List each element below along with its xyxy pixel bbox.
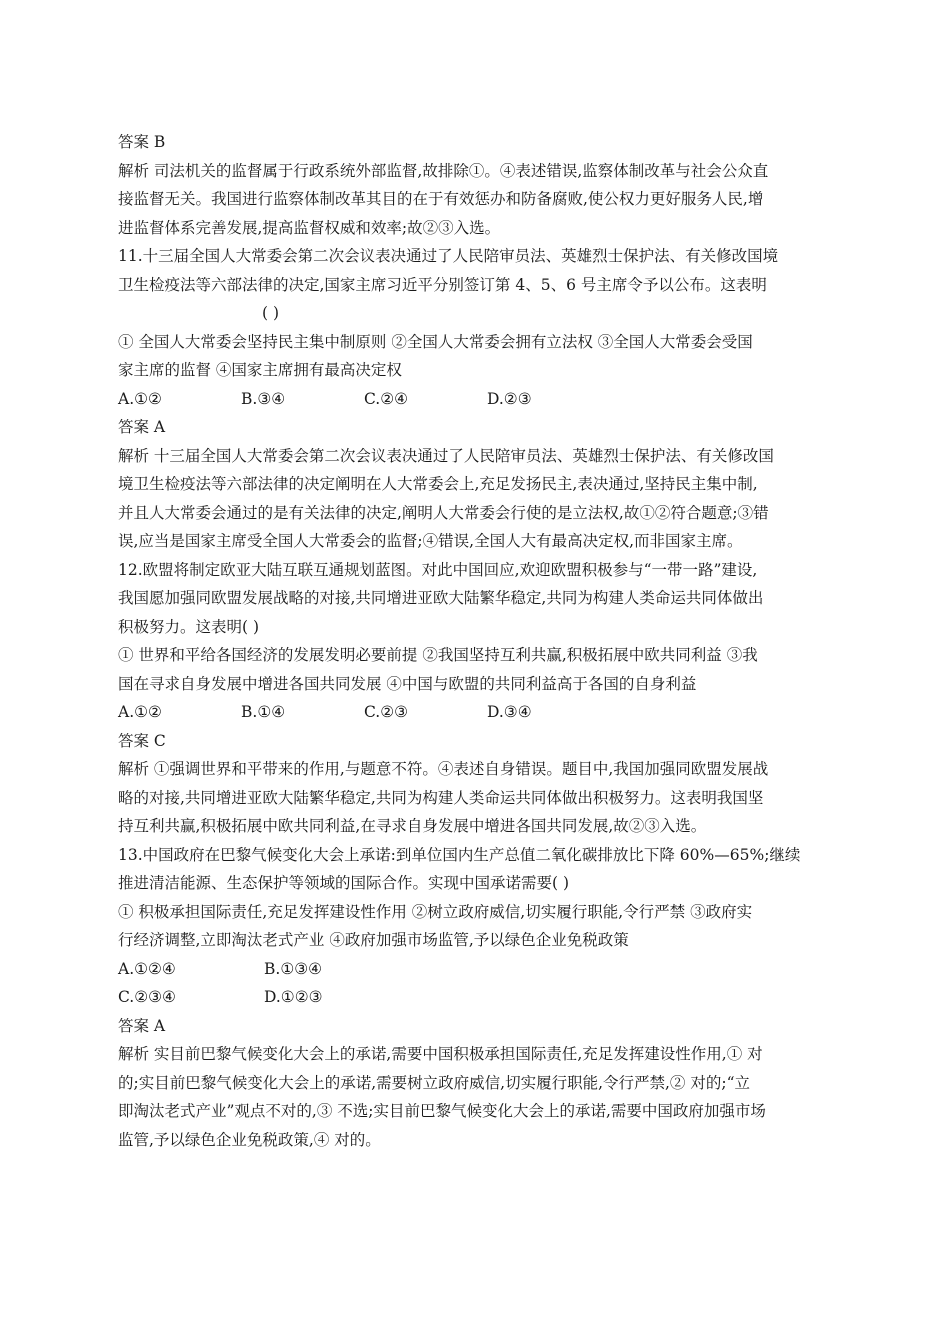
analysis-line: 境卫生检疫法等六部法律的决定阐明在人大常委会上,充足发扬民主,表决通过,坚持民主集中制, bbox=[118, 475, 758, 493]
analysis-line: 监管,予以绿色企业免税政策,④ 对的。 bbox=[118, 1130, 381, 1149]
analysis-line: 持互利共赢,积极拓展中欧共同利益,在寻求自身发展中增进各国共同发展,故②③入选。 bbox=[118, 817, 707, 835]
analysis-line: 接监督无关。我国进行监察体制改革其目的在于有效惩办和防备腐败,使公权力更好服务人民,增 bbox=[118, 190, 764, 208]
options-row bbox=[118, 955, 832, 984]
answer-parenthesis: ( ) bbox=[262, 304, 280, 322]
option-b: B.③④ bbox=[241, 389, 286, 408]
question-stem-line: 积极努力。这表明( ) bbox=[118, 617, 260, 636]
answer-line: 答案 A bbox=[118, 1016, 166, 1035]
choice-line: 国在寻求自身发展中增进各国共同发展 ④中国与欧盟的共同利益高于各国的自身利益 bbox=[118, 674, 697, 693]
choice-line: ① 世界和平给各国经济的发展发明必要前提 ②我国坚持互利共赢,积极拓展中欧共同利益 ③我 bbox=[118, 646, 758, 664]
question-stem-line: 12.欧盟将制定欧亚大陆互联互通规划蓝图。对此中国回应,欢迎欧盟积极参与“一带一路”建设, bbox=[118, 560, 758, 579]
option-d: D.③④ bbox=[487, 703, 532, 721]
answer-line: 答案 C bbox=[118, 731, 166, 750]
option-c: C.②③④ bbox=[118, 988, 176, 1006]
choice-line: ① 全国人大常委会坚持民主集中制原则 ②全国人大常委会拥有立法权 ③全国人大常委会受国 bbox=[118, 332, 753, 351]
analysis-line: 即淘汰老式产业”观点不对的,③ 不选;实目前巴黎气候变化大会上的承诺,需要中国政府加强市场 bbox=[118, 1102, 766, 1120]
document-page bbox=[118, 128, 832, 1154]
question-stem-line: 11.十三届全国人大常委会第二次会议表决通过了人民陪审员法、英雄烈士保护法、有关修改国境 bbox=[118, 247, 779, 265]
answer-line: 答案 A bbox=[118, 418, 166, 436]
analysis-line: 解析 实目前巴黎气候变化大会上的承诺,需要中国积极承担国际责任,充足发挥建设性作用,① 对 bbox=[118, 1045, 763, 1063]
analysis-line: 解析 司法机关的监督属于行政系统外部监督,故排除①。④表述错误,监察体制改革与社会公众直 bbox=[118, 161, 769, 180]
analysis-line: 解析 ①强调世界和平带来的作用,与题意不符。④表述自身错误。题目中,我国加强同欧盟发展战 bbox=[118, 760, 769, 778]
analysis-line: 并且人大常委会通过的是有关法律的决定,阐明人大常委会行使的是立法权,故①②符合题意;③错 bbox=[118, 503, 769, 522]
options-row bbox=[118, 385, 832, 414]
option-c: C.②④ bbox=[364, 389, 409, 408]
option-a: A.①② bbox=[118, 389, 162, 408]
option-b: B.①③④ bbox=[264, 959, 323, 978]
option-c: C.②③ bbox=[364, 703, 409, 721]
question-stem-line: 推进清洁能源、生态保护等领域的国际合作。实现中国承诺需要( ) bbox=[118, 874, 570, 892]
analysis-line: 的;实目前巴黎气候变化大会上的承诺,需要树立政府威信,切实履行职能,令行严禁,② 对的;“立 bbox=[118, 1073, 751, 1092]
question-stem-line: 13.中国政府在巴黎气候变化大会上承诺:到单位国内生产总值二氧化碳排放比下降 60%—65%;继续 bbox=[118, 845, 801, 864]
option-a: A.①②④ bbox=[118, 959, 176, 978]
analysis-line: 略的对接,共同增进亚欧大陆繁华稳定,共同为构建人类命运共同体做出积极努力。这表明我国坚 bbox=[118, 788, 764, 807]
option-d: D.①②③ bbox=[264, 988, 323, 1006]
choice-line: 家主席的监督 ④国家主席拥有最高决定权 bbox=[118, 361, 402, 379]
question-stem-line: 卫生检疫法等六部法律的决定,国家主席习近平分别签订第 4、5、6 号主席令予以公布。这表明 bbox=[118, 275, 767, 294]
choice-line: 行经济调整,立即淘汰老式产业 ④政府加强市场监管,予以绿色企业免税政策 bbox=[118, 931, 629, 949]
choice-line: ① 积极承担国际责任,充足发挥建设性作用 ②树立政府威信,切实履行职能,令行严禁 ③政府实 bbox=[118, 902, 753, 921]
options-row bbox=[118, 983, 832, 1012]
analysis-line: 误,应当是国家主席受全国人大常委会的监督;④错误,全国人大有最高决定权,而非国家主席。 bbox=[118, 532, 743, 550]
option-a: A.①② bbox=[118, 703, 162, 721]
options-row bbox=[118, 698, 832, 727]
analysis-line: 进监督体系完善发展,提高监督权威和效率;故②③入选。 bbox=[118, 218, 501, 237]
option-d: D.②③ bbox=[487, 389, 532, 408]
question-stem-line: 我国愿加强同欧盟发展战略的对接,共同增进亚欧大陆繁华稳定,共同为构建人类命运共同体做出 bbox=[118, 589, 764, 607]
analysis-line: 解析 十三届全国人大常委会第二次会议表决通过了人民陪审员法、英雄烈士保护法、有关修改国 bbox=[118, 446, 774, 465]
answer-line: 答案 B bbox=[118, 133, 166, 151]
option-b: B.①④ bbox=[241, 703, 286, 721]
